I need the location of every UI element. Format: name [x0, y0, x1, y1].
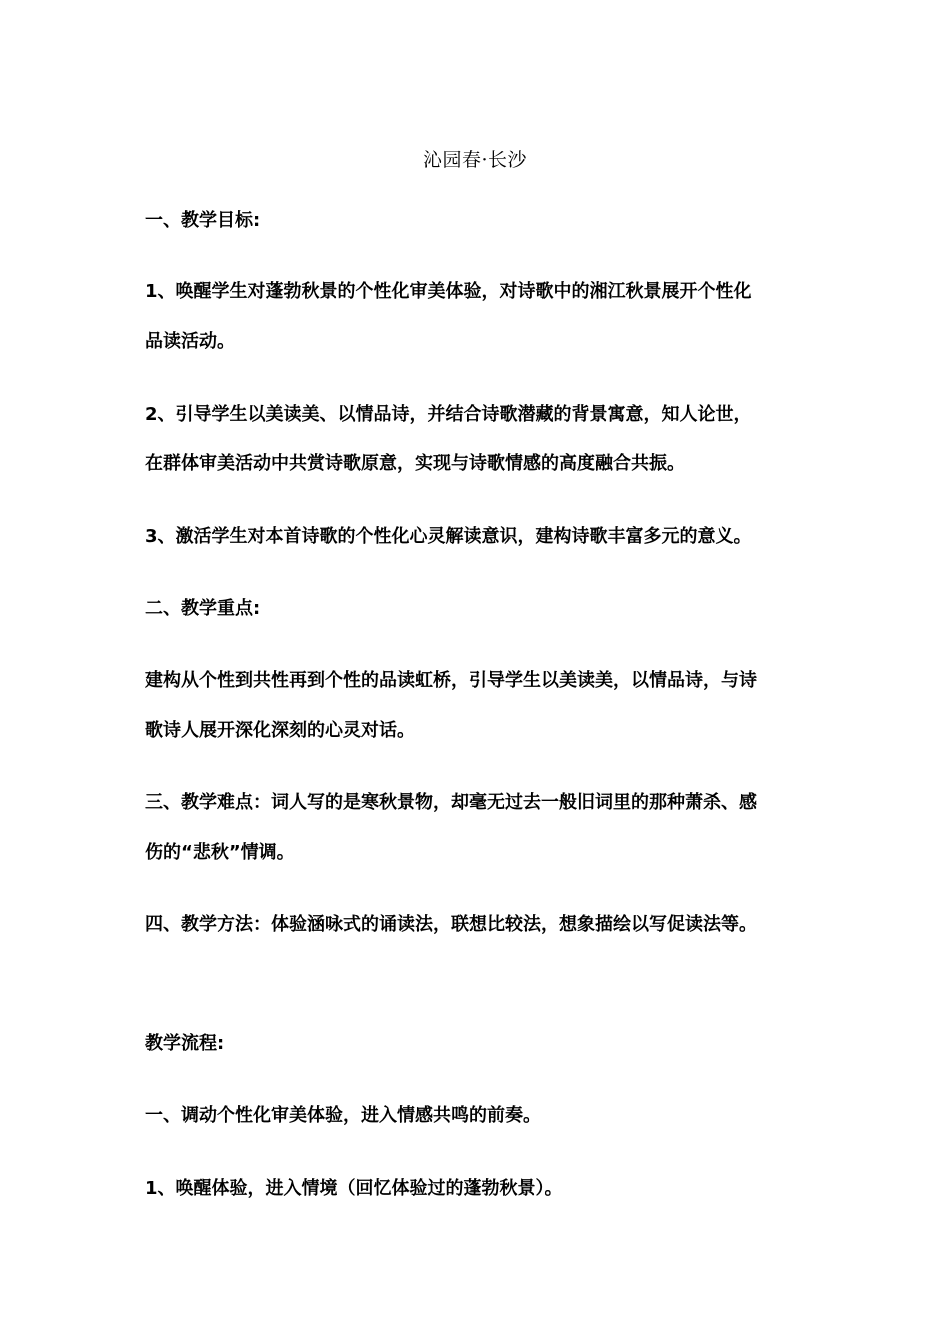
objective-1-line-2: 品读活动。 — [145, 331, 235, 352]
process-step-1: 一、调动个性化审美体验，进入情感共鸣的前奏。 — [145, 1105, 541, 1126]
section-heading-process: 教学流程: — [145, 1033, 225, 1054]
process-step-1-1: 1、唤醒体验，进入情境（回忆体验过的蓬勃秋景）。 — [145, 1178, 563, 1199]
section-heading-key-points: 二、教学重点: — [145, 598, 261, 619]
objective-1-line-1: 1、唤醒学生对蓬勃秋景的个性化审美体验，对诗歌中的湘江秋景展开个性化 — [145, 281, 752, 302]
difficulties-line-2: 伤的“悲秋”情调。 — [145, 842, 295, 863]
objective-3: 3、激活学生对本首诗歌的个性化心灵解读意识，建构诗歌丰富多元的意义。 — [145, 526, 752, 547]
teaching-methods: 四、教学方法：体验涵咏式的诵读法，联想比较法，想象描绘以写促读法等。 — [145, 914, 757, 935]
objective-2-line-1: 2、引导学生以美读美、以情品诗，并结合诗歌潜藏的背景寓意，知人论世， — [145, 404, 752, 425]
section-heading-objectives: 一、教学目标: — [145, 210, 261, 231]
document-title: 沁园春·长沙 — [422, 149, 528, 171]
key-points-line-1: 建构从个性到共性再到个性的品读虹桥，引导学生以美读美，以情品诗，与诗 — [145, 670, 757, 691]
objective-2-line-2: 在群体审美活动中共赏诗歌原意，实现与诗歌情感的高度融合共振。 — [145, 453, 685, 474]
difficulties-line-1: 三、教学难点：词人写的是寒秋景物，却毫无过去一般旧词里的那种萧杀、感 — [145, 792, 757, 813]
key-points-line-2: 歌诗人展开深化深刻的心灵对话。 — [145, 720, 415, 741]
